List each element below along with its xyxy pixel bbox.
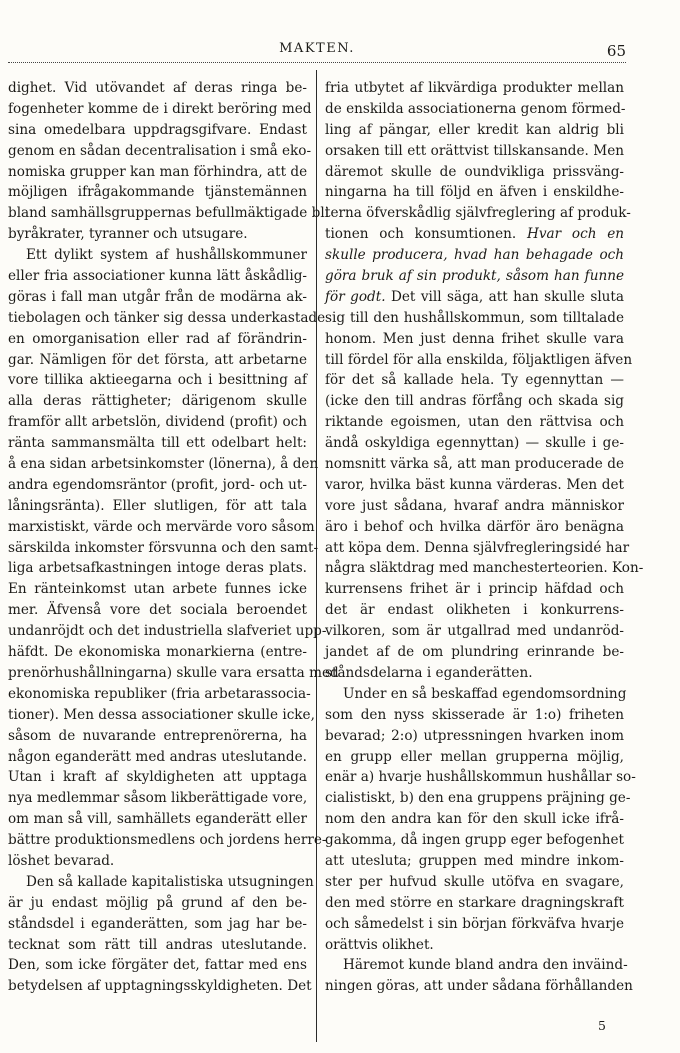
text-line: några släktdrag med manchesterteorien. Kon- [325, 560, 644, 577]
text-line: ståndsdelarna i eganderätten. [325, 664, 533, 681]
text-line: riktande egoismen, utan den rättvisa och [325, 414, 624, 431]
text-line-mixed [325, 224, 624, 245]
text-line: ningen göras, att under sådana förhållanden [325, 978, 633, 995]
text-line: (icke den till andras förfång och skada sig [325, 393, 624, 410]
text-line: att köpa dem. Denna självfregleringsidé har [325, 539, 630, 556]
page-number: 65 [606, 42, 626, 60]
text-line: terna öfverskådlig självfreglering af produk- [325, 205, 631, 222]
text-line: byråkrater, tyranner och utsugare. [8, 226, 248, 243]
text-line: ningarna ha till följd en äfven i enskildhe- [325, 184, 624, 201]
text-line: möjligen ifrågakommande tjänstemännen [8, 184, 307, 201]
text-line: vore just sådana, hvaraf andra människor [325, 497, 624, 514]
text-line: äro i behof och hvilka därför äro benägna [325, 518, 624, 535]
italic-phrase: Hvar och en [527, 226, 624, 243]
text-line: betydelsen af upptagningsskyldigheten. Det [8, 978, 312, 995]
text-line: ståndsdel i eganderätten, som jag har be- [8, 915, 307, 932]
text-line: kurrensens frihet är i princip häfdad och [325, 581, 624, 598]
text-line: Utan i kraft af skyldigheten att upptaga [8, 769, 307, 786]
text-line: vore tillika aktieegarna och i besittning af [8, 372, 307, 389]
text-line: varor, hvilka bäst kunna värderas. Men det [325, 476, 624, 493]
text-line: den med större en starkare dragningskraft [325, 894, 624, 911]
text-line: särskilda inkomster försvunna och den samt- [8, 539, 319, 556]
text-line: undanröjdt och det industriella slafveriet upp- [8, 623, 327, 640]
text-line: göras i fall man utgår från de modärna ak- [8, 288, 307, 305]
text-line: ränta sammansmälta till ett odelbart helt: [8, 435, 307, 452]
text-line: Ett dylikt system af hushållskommuner [26, 247, 307, 264]
text-line: är ju endast möjlig på grund af den be- [8, 894, 307, 911]
signature-mark: 5 [598, 1018, 606, 1033]
text-line: ster per hufvud skulle utöfva en svagare, [325, 873, 624, 890]
text-line: jandet af de om plundring erinrande be- [325, 644, 624, 661]
text-line: prenörhushållningarna) skulle vara ersatta med [8, 664, 339, 681]
text-line: alla deras rättigheter; därigenom skulle [8, 393, 307, 410]
text-line: tecknat som rätt till andras uteslutande. [8, 936, 307, 953]
text-line: orättvis olikhet. [325, 936, 434, 953]
text-line: orsaken till ett orättvist tillskansande. Men [325, 142, 624, 159]
text-line: någon eganderätt med andras uteslutande. [8, 748, 307, 765]
text-line: Häremot kunde bland andra den inväind- [343, 957, 628, 974]
text-line: enär a) hvarje hushållskommun hushållar so- [325, 769, 636, 786]
text-line: mer. Äfvenså vore det sociala beroendet [8, 602, 307, 619]
text-line: nomiska grupper kan man förhindra, att de [8, 163, 308, 180]
text-line: ekonomiska republiker (fria arbetarassocia- [8, 685, 311, 702]
text-line: honom. Men just denna frihet skulle vara [325, 330, 624, 347]
text-line: tioner). Men dessa associationer skulle icke, [8, 706, 315, 723]
text-line: Den så kallade kapitalistiska utsugningen [26, 873, 314, 890]
right-column [325, 78, 644, 997]
text-line: gar. Nämligen för det första, att arbetarne [8, 351, 307, 368]
text-line: fogenheter komme de i direkt beröring med [8, 100, 312, 117]
text-line: låningsränta). Eller slutligen, för att tala [8, 497, 307, 514]
text-line: om man så vill, samhällets eganderätt eller [8, 811, 307, 828]
text-line: sig till den hushållskommun, som tilltalade [325, 309, 624, 326]
text-line: däremot skulle de oundvikliga prissväng- [325, 163, 624, 180]
text-line: dighet. Vid utövandet af deras ringa be- [8, 80, 307, 96]
text-line: häfdt. De ekonomiska monarkierna (entre- [8, 644, 307, 661]
text-line: andra egendomsräntor (profit, jord- och ut- [8, 476, 307, 493]
text-line: att utesluta; gruppen med mindre inkom- [325, 852, 624, 869]
italic-phrase: för godt. [325, 288, 386, 305]
text-line: eller fria associationer kunna lätt åskådlig- [8, 268, 307, 285]
italic-line: göra bruk af sin produkt, såsom han funne [325, 268, 624, 285]
running-header [8, 38, 626, 63]
text-line: bevarad; 2:o) utpressningen hvarken inom [325, 727, 624, 744]
text-line: å ena sidan arbetsinkomster (lönerna), å den [8, 456, 319, 473]
text-line: liga arbetsafkastningen intoge deras plats. [8, 560, 307, 577]
text-segment: tionen och konsumtionen. [325, 226, 517, 243]
text-line: Under en så beskaffad egendomsordning [343, 685, 627, 702]
text-line: för det så kallade hela. Ty egennyttan — [325, 372, 624, 389]
text-line: nomsnitt värka så, att man producerade de [325, 456, 624, 473]
text-line-mixed [325, 287, 624, 308]
italic-line: skulle producera, hvad han behagade och [325, 247, 624, 264]
text-segment: Det vill säga, att han skulle sluta [390, 288, 624, 305]
text-line: och såmedelst i sin början förkväfva hvarje [325, 915, 624, 932]
text-line: vilkoren, som är utgallrad med undanröd- [325, 623, 624, 640]
text-line: bland samhällsgruppernas befullmäktigade bli [8, 205, 330, 222]
text-line: sina omedelbara uppdragsgifvare. Endast [8, 121, 307, 138]
text-line: löshet bevarad. [8, 852, 115, 869]
text-line: cialistiskt, b) den ena gruppens präjning ge- [325, 790, 631, 807]
text-line: ändå oskyldiga egennyttan) — skulle i ge- [325, 435, 624, 452]
text-line: nom den andra kan för den skull icke ifrå- [325, 811, 624, 828]
text-line: nya medlemmar såsom likberättigade vore, [8, 790, 308, 807]
left-column [8, 78, 339, 997]
text-line: som den nyss skisserade är 1:o) friheten [325, 706, 624, 723]
text-line: ling af pängar, eller kredit kan aldrig bli [325, 121, 624, 138]
text-line: gakomma, då ingen grupp eger befogenhet [325, 832, 624, 849]
text-line: marxistiskt, värde och mervärde voro såsom [8, 518, 315, 535]
text-line: det är endast olikheten i konkurrens- [325, 602, 624, 619]
text-line: tiebolagen och tänker sig dessa underkastade [8, 309, 326, 326]
text-line: genom en sådan decentralisation i små eko- [8, 142, 312, 159]
text-line: framför allt arbetslön, dividend (profit) och [8, 414, 307, 431]
text-line: en omorganisation eller rad af förändrin- [8, 330, 307, 347]
text-line: Den, som icke förgäter det, fattar med ens [8, 957, 307, 974]
text-line: fria utbytet af likvärdiga produkter mellan [325, 80, 624, 96]
text-line: till fördel för alla enskilda, följaktligen äfven [325, 351, 633, 368]
text-line: En ränteinkomst utan arbete funnes icke [8, 581, 307, 598]
running-title: MAKTEN. [279, 41, 355, 56]
text-line: bättre produktionsmedlens och jordens herre- [8, 832, 327, 849]
text-line: en grupp eller mellan grupperna möjlig, [325, 748, 624, 765]
text-line: de enskilda associationerna genom förmed- [325, 100, 626, 117]
text-line: såsom de nuvarande entreprenörerna, ha [8, 727, 307, 744]
